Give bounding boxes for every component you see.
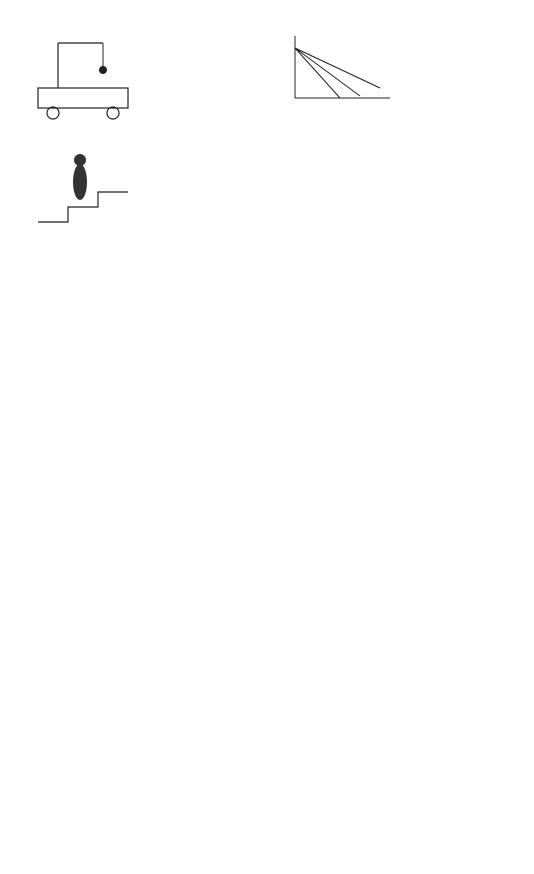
left-column [18, 24, 270, 236]
velocity-time-graph [280, 28, 520, 108]
right-column [280, 24, 520, 112]
figure-21 [18, 132, 270, 232]
figure-20 [18, 28, 270, 128]
force-diagram-stairs [18, 132, 158, 232]
force-diagram-cart [18, 28, 158, 128]
